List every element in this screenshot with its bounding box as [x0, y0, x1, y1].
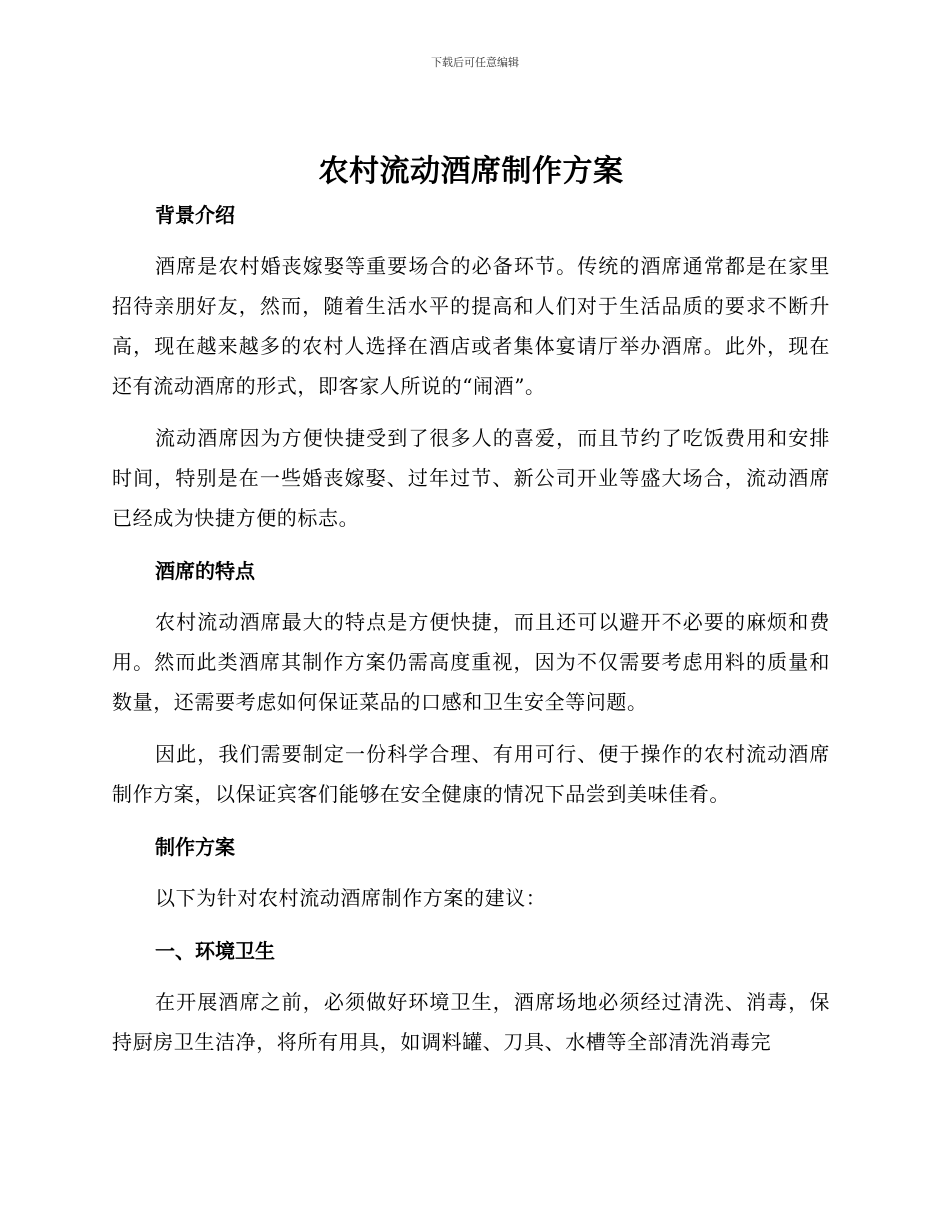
heading-features: 酒席的特点 — [155, 559, 255, 583]
document-body — [112, 150, 830, 1062]
header-note: 下载后可任意编辑 — [431, 56, 519, 69]
paragraph-background-1: 酒席是农村婚丧嫁娶等重要场合的必备环节。传统的酒席通常都是在家里招待亲朋好友，然而，随着生活水平的提高和人们对于生活品质的要求不断升高，现在越来越多的农村人选择在酒店或者集体宴请厅举办酒席。此外，现在还有流动酒席的形式，即客家人所说的“闹酒”。 — [112, 254, 830, 398]
heading-hygiene: 一、环境卫生 — [155, 939, 275, 963]
paragraph-hygiene-1: 在开展酒席之前，必须做好环境卫生，酒席场地必须经过清洗、消毒，保持厨房卫生洁净，将所有用具，如调料罐、刀具、水槽等全部清洗消毒完 — [112, 990, 830, 1054]
paragraph-background-2: 流动酒席因为方便快捷受到了很多人的喜爱，而且节约了吃饭费用和安排时间，特别是在一些婚丧嫁娶、过年过节、新公司开业等盛大场合，流动酒席已经成为快捷方便的标志。 — [112, 426, 830, 530]
paragraph-features-1: 农村流动酒席最大的特点是方便快捷，而且还可以避开不必要的麻烦和费用。然而此类酒席其制作方案仍需高度重视，因为不仅需要考虑用料的质量和数量，还需要考虑如何保证菜品的口感和卫生安全等问题。 — [112, 610, 830, 714]
heading-background: 背景介绍 — [155, 203, 235, 227]
document-title: 农村流动酒席制作方案 — [318, 154, 624, 189]
paragraph-plan-1: 以下为针对农村流动酒席制作方案的建议： — [155, 886, 547, 910]
paragraph-features-2: 因此，我们需要制定一份科学合理、有用可行、便于操作的农村流动酒席制作方案，以保证宾客们能够在安全健康的情况下品尝到美味佳肴。 — [112, 742, 830, 806]
heading-plan: 制作方案 — [155, 835, 235, 859]
